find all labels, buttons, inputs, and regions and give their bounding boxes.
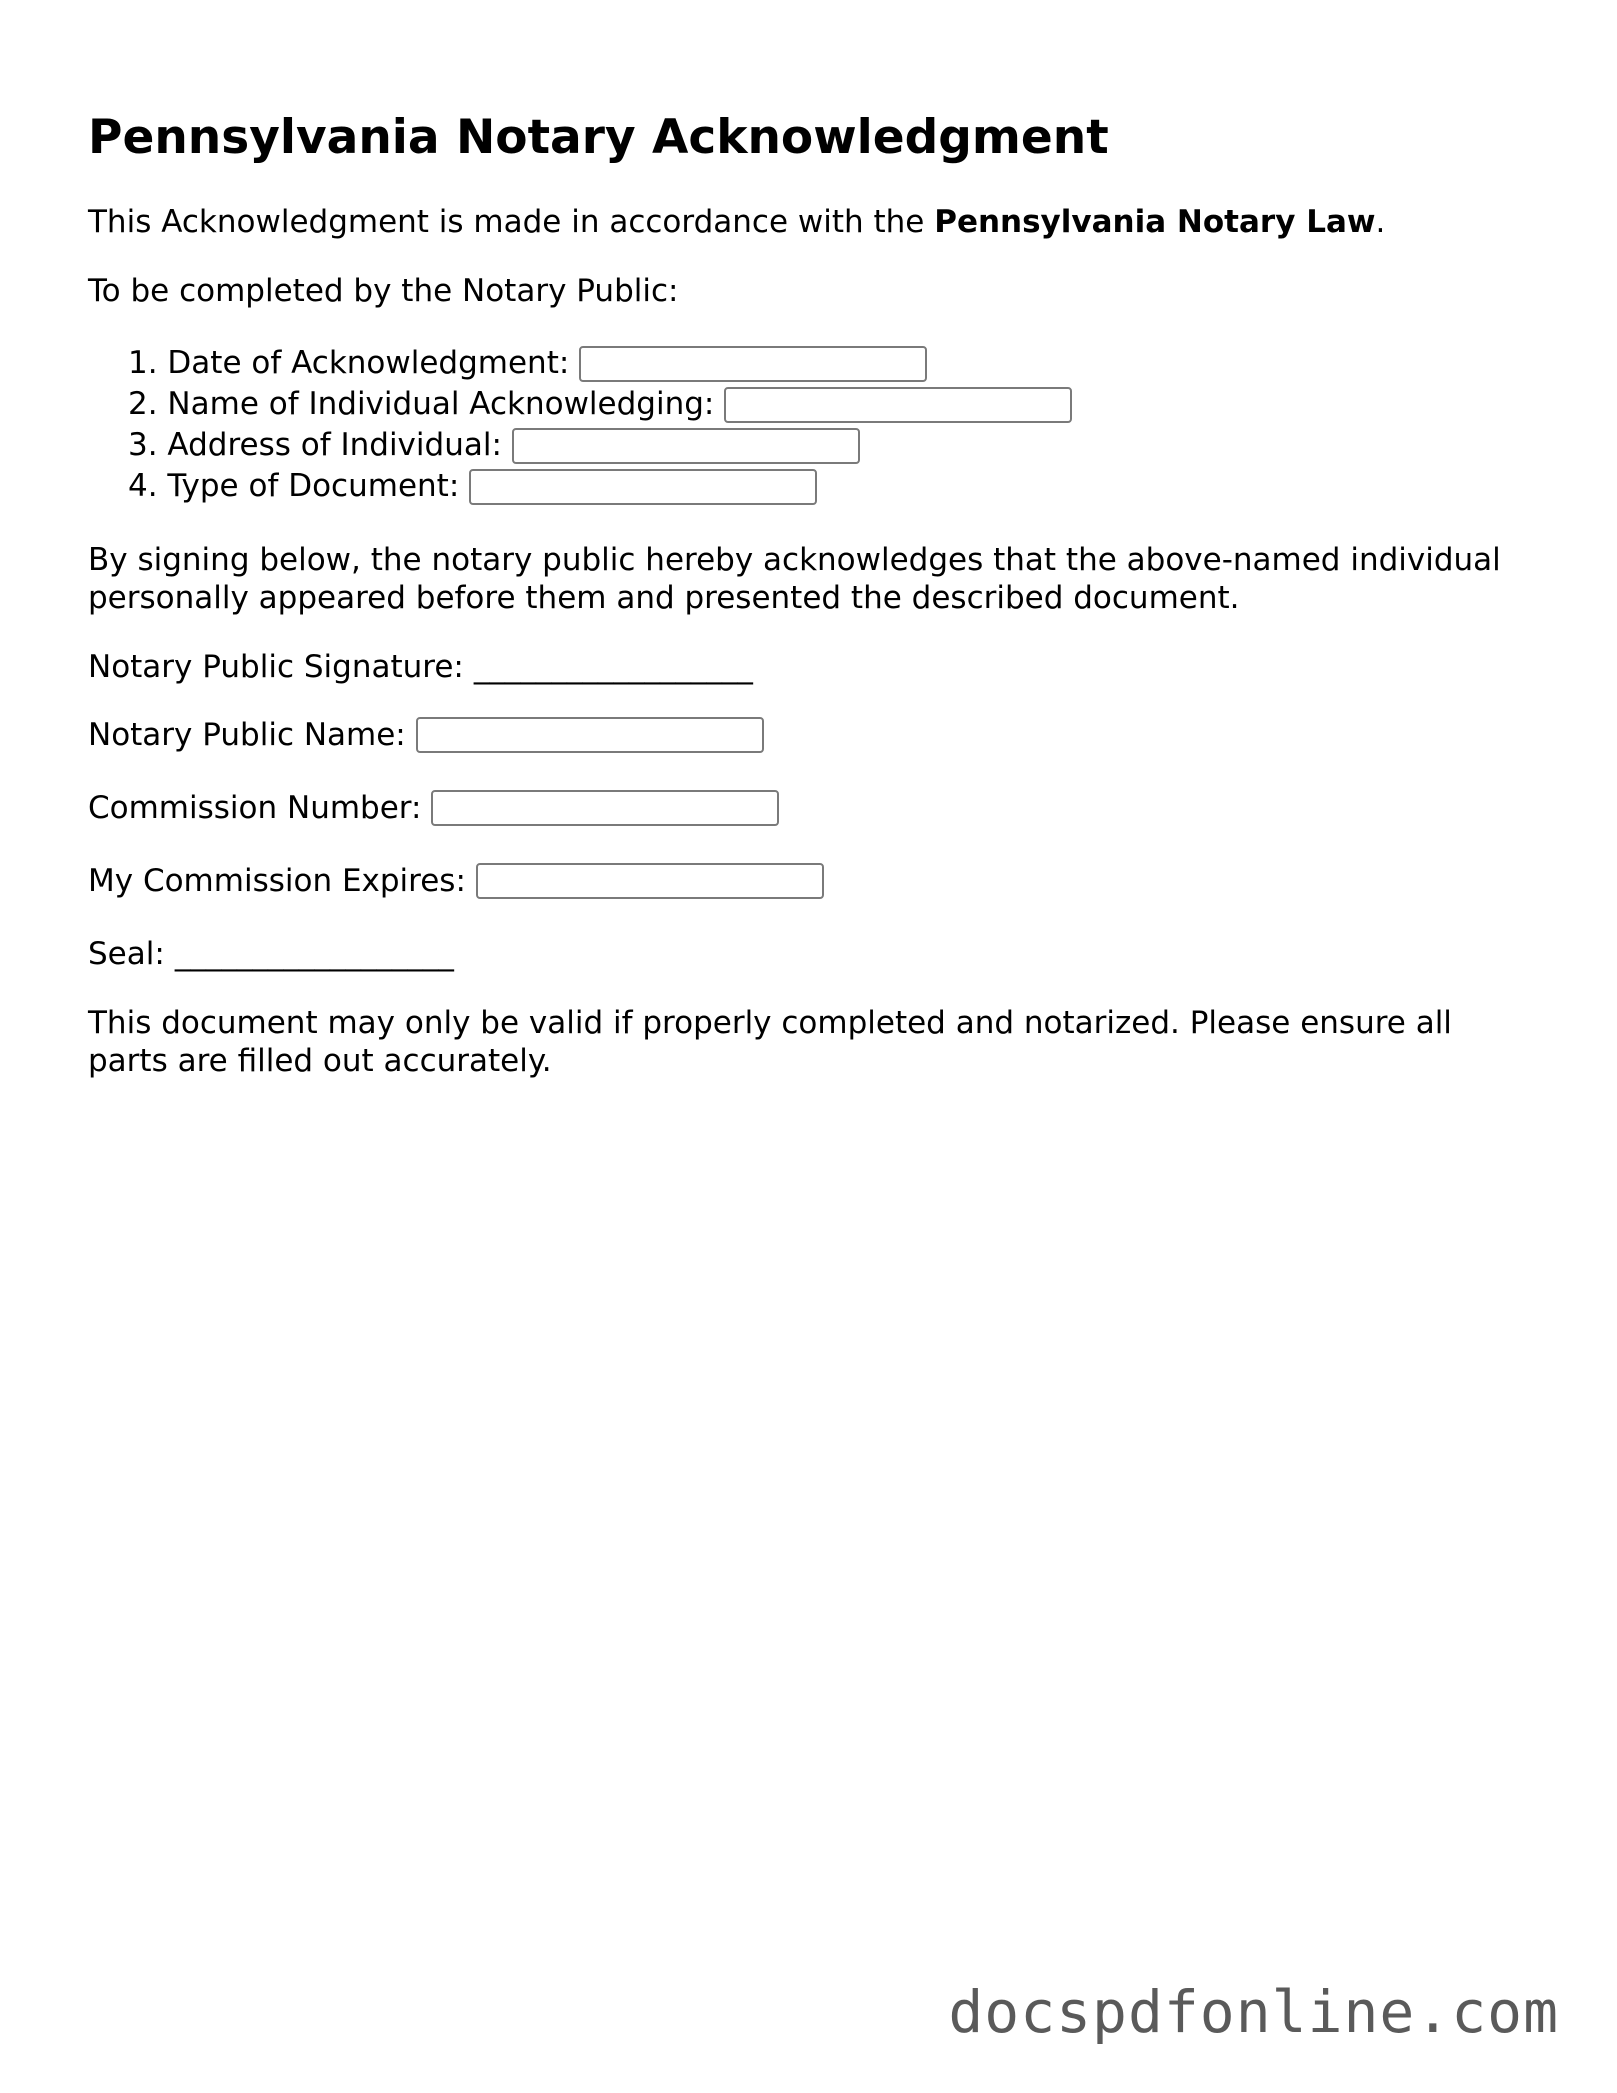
seal-row bbox=[88, 932, 454, 976]
commission-expires-row bbox=[88, 859, 824, 903]
signature-line[interactable]: __________________ bbox=[473, 649, 753, 685]
address-label: 3. Address of Individual: bbox=[128, 427, 502, 463]
list-item-date bbox=[128, 343, 927, 384]
list-item-document-type bbox=[128, 466, 817, 507]
individual-name-input[interactable] bbox=[724, 387, 1072, 423]
signature-label: Notary Public Signature: bbox=[88, 649, 464, 685]
date-of-acknowledgment-input[interactable] bbox=[579, 346, 927, 382]
document-type-label: 4. Type of Document: bbox=[128, 468, 460, 504]
statement-line-2: personally appeared before them and presented the described document. bbox=[88, 580, 1240, 616]
list-item-name bbox=[128, 384, 1072, 425]
commission-expires-input[interactable] bbox=[476, 863, 824, 899]
closing-line-1: This document may only be valid if properly completed and notarized. Please ensure all bbox=[88, 1005, 1452, 1041]
address-input[interactable] bbox=[512, 428, 860, 464]
notary-name-label: Notary Public Name: bbox=[88, 717, 406, 753]
law-name: Pennsylvania Notary Law bbox=[934, 204, 1376, 240]
intro-suffix: . bbox=[1375, 204, 1386, 240]
commission-number-label: Commission Number: bbox=[88, 790, 422, 826]
instruction-text: To be completed by the Notary Public: bbox=[88, 273, 679, 309]
list-item-address bbox=[128, 425, 860, 466]
intro-prefix: This Acknowledgment is made in accordance with the bbox=[88, 204, 935, 240]
seal-label: Seal: bbox=[88, 936, 165, 972]
page-title: Pennsylvania Notary Acknowledgment bbox=[88, 110, 1109, 165]
signature-row bbox=[88, 645, 753, 689]
statement-line-1: By signing below, the notary public hereby acknowledges that the above-named individual bbox=[88, 542, 1501, 578]
notary-name-input[interactable] bbox=[416, 717, 764, 753]
commission-number-row bbox=[88, 786, 779, 830]
notary-name-row bbox=[88, 713, 764, 757]
watermark: docspdfonline.com bbox=[948, 1978, 1559, 2046]
intro-paragraph bbox=[88, 203, 1385, 241]
date-label: 1. Date of Acknowledgment: bbox=[128, 345, 570, 381]
closing-line-2: parts are filled out accurately. bbox=[88, 1043, 552, 1079]
document-type-input[interactable] bbox=[469, 469, 817, 505]
commission-expires-label: My Commission Expires: bbox=[88, 863, 466, 899]
commission-number-input[interactable] bbox=[431, 790, 779, 826]
individual-name-label: 2. Name of Individual Acknowledging: bbox=[128, 386, 715, 422]
seal-line[interactable]: __________________ bbox=[174, 936, 454, 972]
